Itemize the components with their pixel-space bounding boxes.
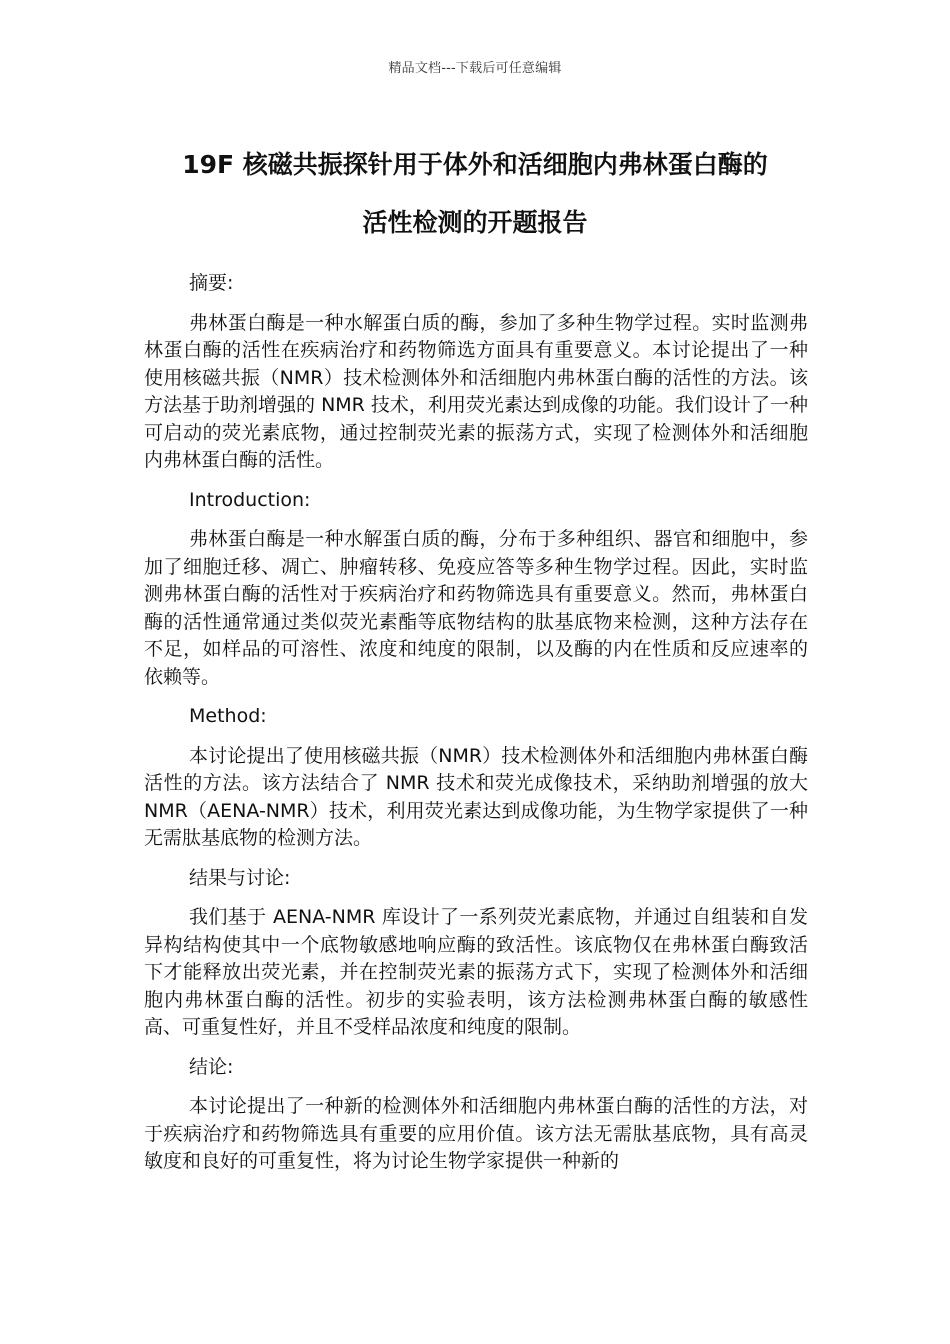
section-heading-conclusion: 结论: [189,1055,234,1078]
section-body-introduction: 弗林蛋白酶是一种水解蛋白质的酶，分布于多种组织、器官和细胞中，参加了细胞迁移、凋亡、肿瘤转移、免疫应答等多种生物学过程。因此，实时监测弗林蛋白酶的活性对于疾病治疗和药物筛选具有重要意义。然而，弗林蛋白酶的活性通常通过类似荧光素酯等底物结构的肽基底物来检测，这种方法存在不足，如样品的可溶性、浓度和纯度的限制，以及酶的内在性质和反应速率的依赖等。 [144,528,808,688]
document-title [60,136,890,252]
section-body-method: 本讨论提出了使用核磁共振（NMR）技术检测体外和活细胞内弗林蛋白酶活性的方法。该方法结合了 NMR 技术和荧光成像技术，采纳助剂增强的放大 NMR（AENA-NMR）技术，利用荧光素达到成像功能，为生物学家提供了一种无需肽基底物的检测方法。 [144,744,808,849]
section-body-abstract: 弗林蛋白酶是一种水解蛋白质的酶，参加了多种生物学过程。实时监测弗林蛋白酶的活性在疾病治疗和药物筛选方面具有重要意义。本讨论提出了一种使用核磁共振（NMR）技术检测体外和活细胞内弗林蛋白酶的活性的方法。该方法基于助剂增强的 NMR 技术，利用荧光素达到成像的功能。我们设计了一种可启动的荧光素底物，通过控制荧光素的振荡方式，实现了检测体外和活细胞内弗林蛋白酶的活性。 [144,311,808,471]
section-heading-results: 结果与讨论: [189,866,291,889]
section-body-conclusion: 本讨论提出了一种新的检测体外和活细胞内弗林蛋白酶的活性的方法，对于疾病治疗和药物筛选具有重要的应用价值。该方法无需肽基底物，具有高灵敏度和良好的可重复性，将为讨论生物学家提供一种新的 [144,1095,808,1172]
title-line-2: 活性检测的开题报告 [362,208,588,237]
header-note: 精品文档---下载后可任意编辑 [388,61,562,76]
section-heading-introduction: Introduction: [189,488,311,511]
section-body-results: 我们基于 AENA-NMR 库设计了一系列荧光素底物，并通过自组装和自发异构结构使其中一个底物敏感地响应酶的致活性。该底物仅在弗林蛋白酶致活下才能释放出荧光素，并在控制荧光素的振荡方式下，实现了检测体外和活细胞内弗林蛋白酶的活性。初步的实验表明，该方法检测弗林蛋白酶的敏感性高、可重复性好，并且不受样品浓度和纯度的限制。 [144,906,808,1038]
document-body [144,270,808,1188]
title-line-1: 19F 核磁共振探针用于体外和活细胞内弗林蛋白酶的 [182,150,768,179]
section-heading-method: Method: [189,705,267,727]
section-heading-abstract: 摘要: [189,272,234,294]
